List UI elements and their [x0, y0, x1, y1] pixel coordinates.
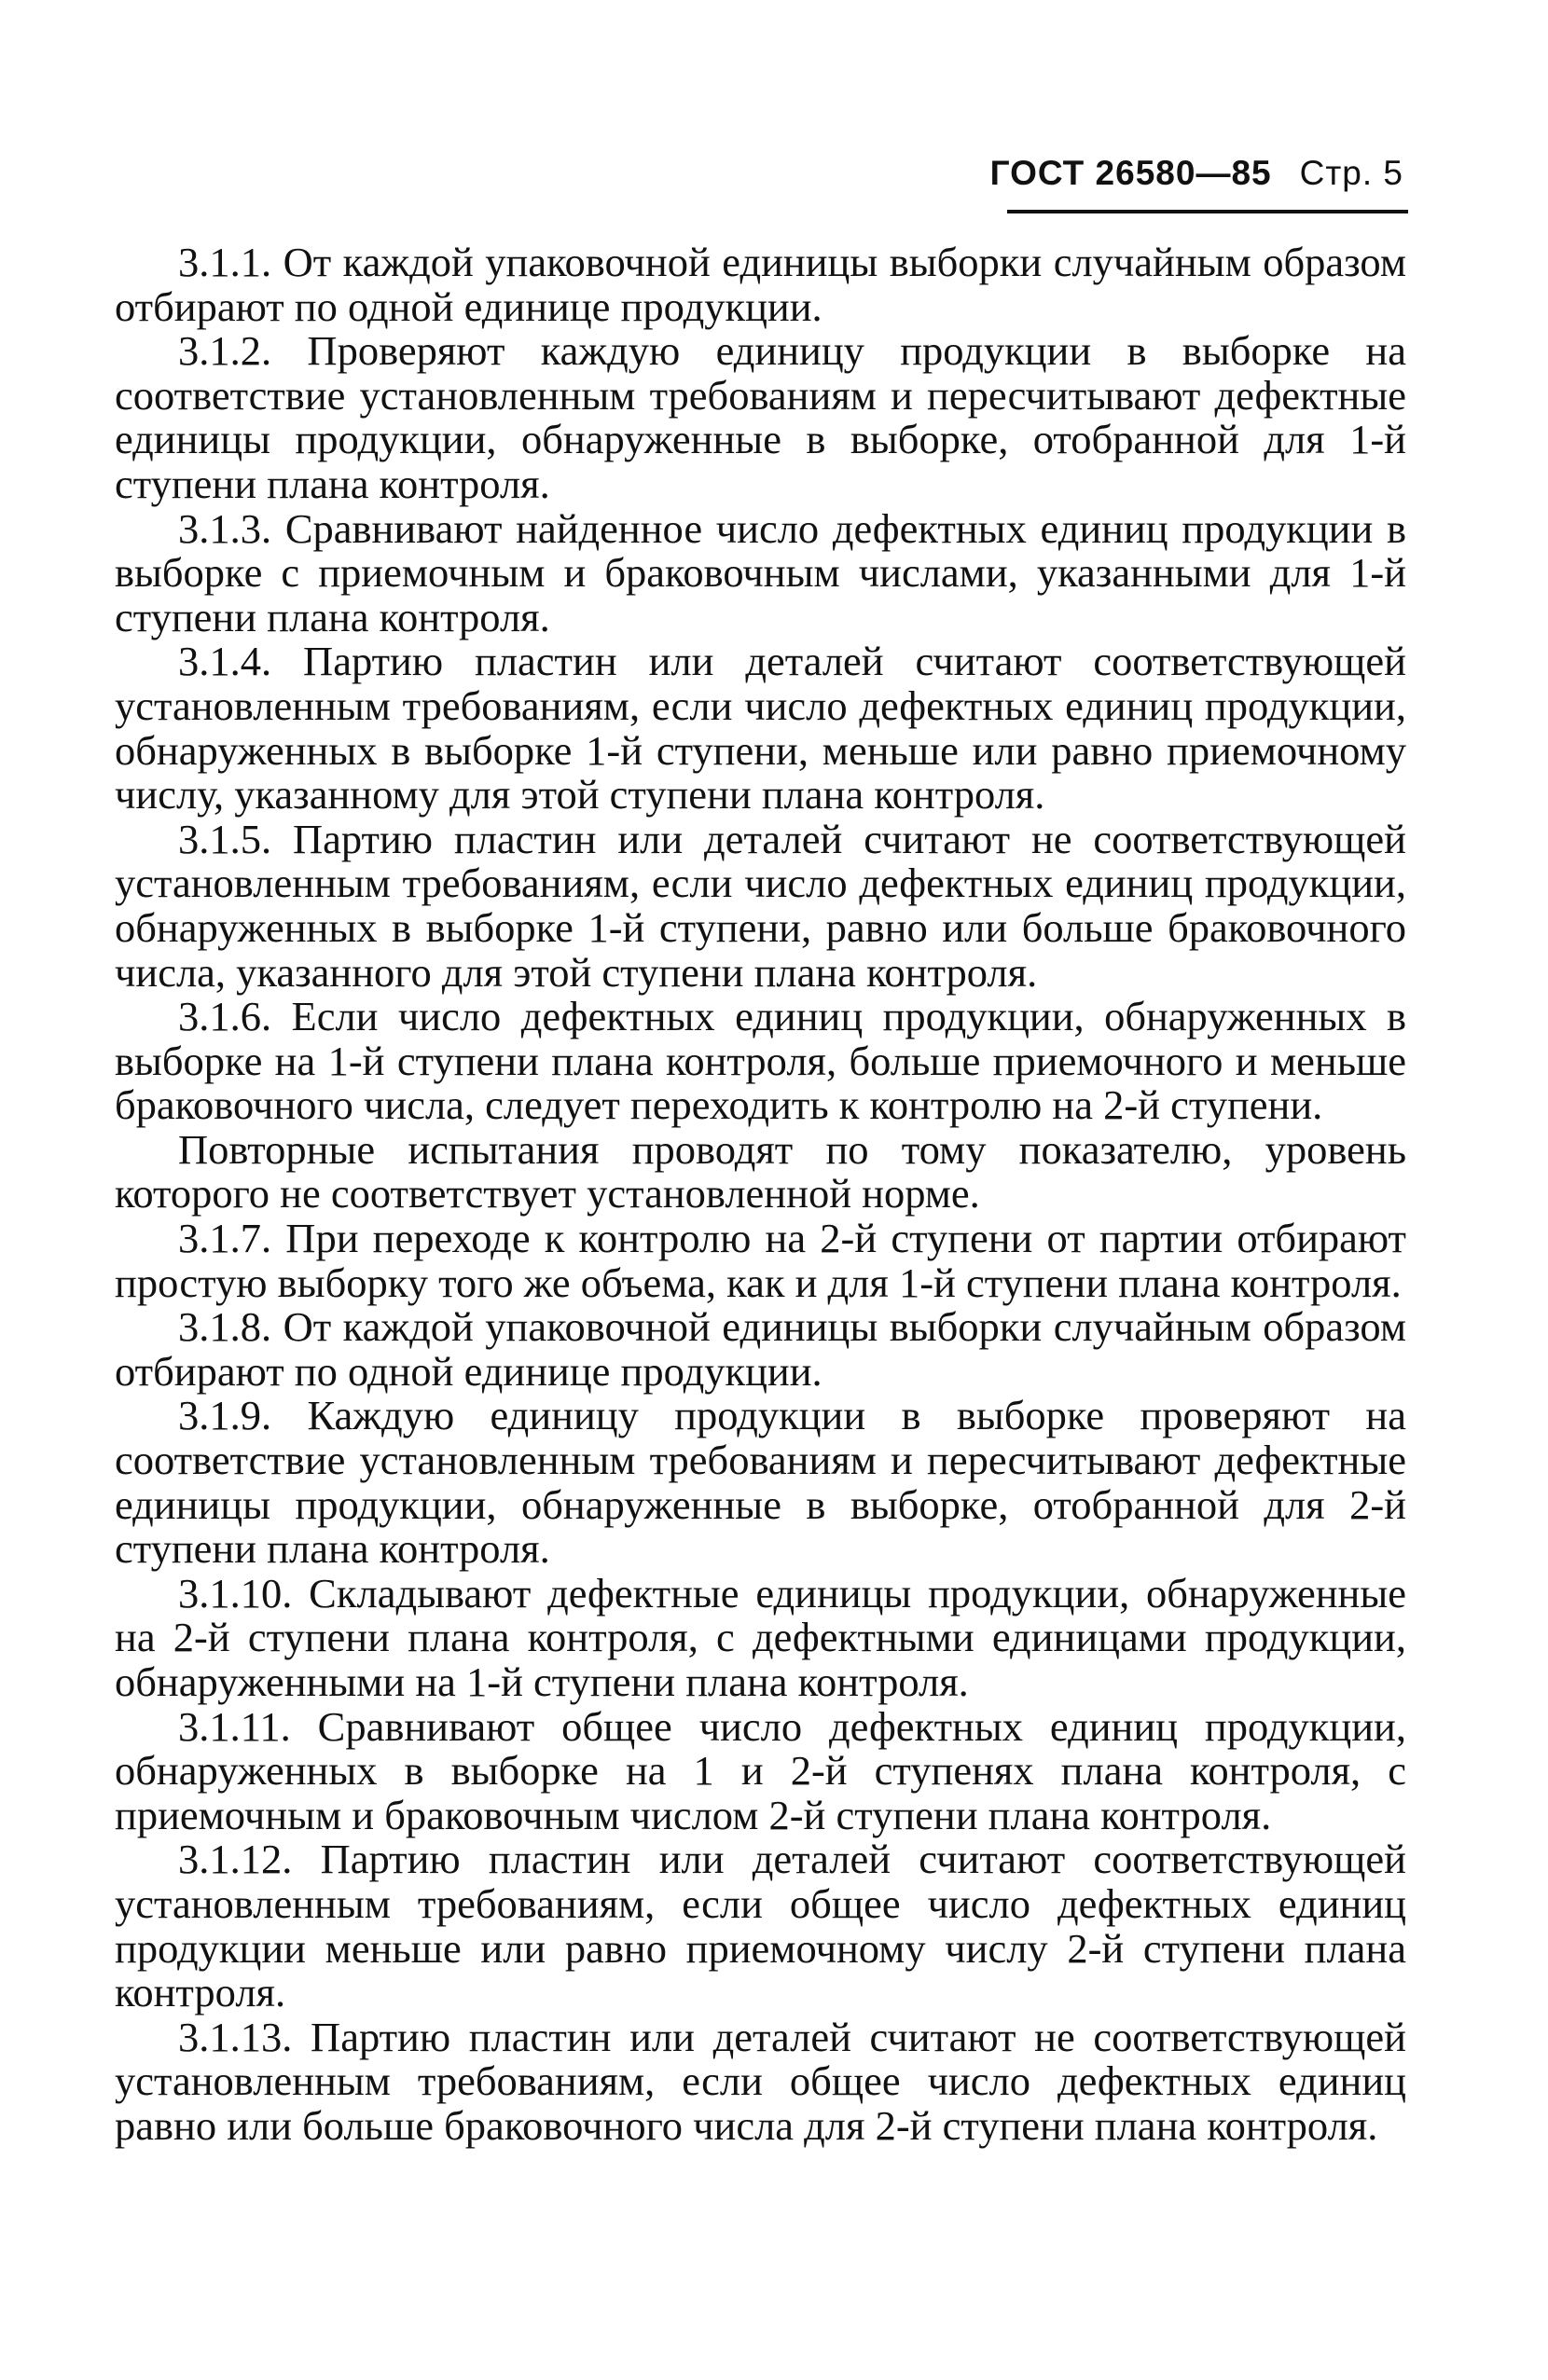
paragraph-3-1-11: 3.1.11. Сравнивают общее число дефектных единиц продукции, обнаруженных в выборке на 1 и 2-й ступенях плана контроля, с приемочным и браковочным числом 2-й ступени плана контроля.: [115, 1702, 1406, 1838]
paragraph-3-1-1: 3.1.1. От каждой упаковочной единицы выборки случайным образом отбирают по одной единице продукции.: [115, 239, 1406, 330]
paragraph-3-1-4: 3.1.4. Партию пластин или деталей считают соответствующей установленным требованиям, если число дефектных единиц продукции, обнаруженных в выборке 1-й ступени, меньше или равно приемочному числу, указанному для этой ступени плана контроля.: [115, 638, 1406, 819]
header-divider: [1007, 210, 1408, 213]
paragraph-3-1-6: 3.1.6. Если число дефектных единиц продукции, обнаруженных в выборке на 1-й ступени плана контроля, больше приемочного и меньше браковочного числа, следует переходить к контролю на 2-й ступени.: [115, 993, 1406, 1129]
paragraph-3-1-5: 3.1.5. Партию пластин или деталей считают не соответствующей установленным требованиям, если число дефектных единиц продукции, обнаруженных в выборке 1-й ступени, равно или больше браковочного числа, указанного для этой ступени плана контроля.: [115, 815, 1406, 996]
paragraph-3-1-2: 3.1.2. Проверяют каждую единицу продукции в выборке на соответствие установленным требованиям и пересчитывают дефектные единицы продукции, обнаруженные в выборке, отобранной для 1-й ступени плана контроля.: [115, 327, 1406, 507]
paragraph-3-1-10: 3.1.10. Складывают дефектные единицы продукции, обнаруженные на 2-й ступени плана контроля, с дефектными единицами продукции, обнаруженными на 1-й ступени плана контроля.: [115, 1569, 1406, 1705]
paragraph-3-1-13: 3.1.13. Партию пластин или деталей считают не соответствующей установленным требованиям, если общее число дефектных единиц равно или больше браковочного числа для 2-й ступени плана контроля.: [115, 2013, 1406, 2149]
paragraph-3-1-3: 3.1.3. Сравнивают найденное число дефектных единиц продукции в выборке с приемочным и браковочным числами, указанными для 1-й ступени плана контроля.: [115, 504, 1406, 640]
document-body: [115, 241, 1406, 2149]
paragraph-3-1-9: 3.1.9. Каждую единицу продукции в выборке проверяют на соответствие установленным требованиям и пересчитывают дефектные единицы продукции, обнаруженные в выборке, отобранной для 2-й ступени плана контроля.: [115, 1392, 1406, 1573]
page-number: Стр. 5: [1299, 154, 1403, 192]
paragraph-3-1-7: 3.1.7. При переходе к контролю на 2-й ступени от партии отбирают простую выборку того же объема, как и для 1-й ступени плана контроля.: [115, 1215, 1406, 1306]
paragraph-3-1-12: 3.1.12. Партию пластин или деталей считают соответствующей установленным требованиям, если общее число дефектных единиц продукции меньше или равно приемочному числу 2-й ступени плана контроля.: [115, 1836, 1406, 2016]
paragraph-repeat-tests: Повторные испытания проводят по тому показателю, уровень которого не соответствует установленной норме.: [115, 1125, 1406, 1218]
paragraph-3-1-8: 3.1.8. От каждой упаковочной единицы выборки случайным образом отбирают по одной единице продукции.: [115, 1303, 1406, 1395]
page-header: [990, 154, 1403, 193]
standard-number: ГОСТ 26580—85: [989, 154, 1272, 192]
